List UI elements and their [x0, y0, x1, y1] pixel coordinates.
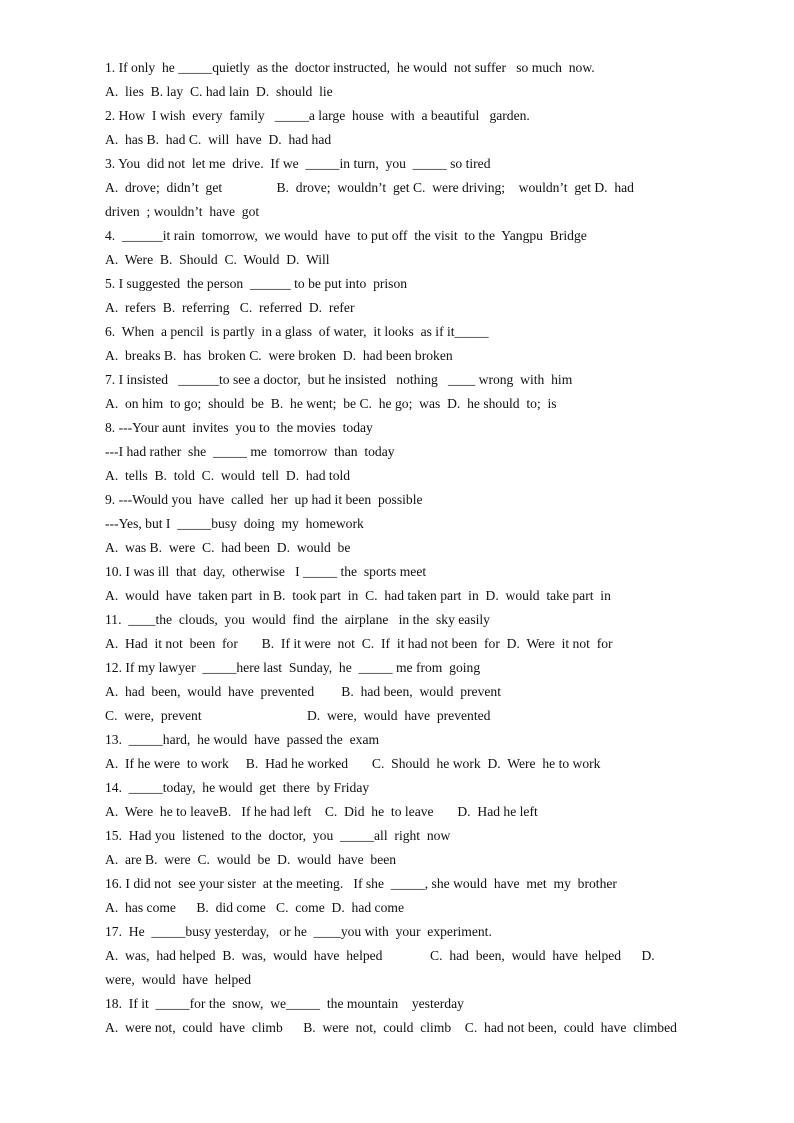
- question-stem: 5. I suggested the person ______ to be put into prison: [105, 276, 408, 291]
- question-stem: 14. _____today, he would get there by Friday: [105, 780, 370, 795]
- answer-options: A. on him to go; should be B. he went; be C. he go; was D. he should to; is: [105, 396, 557, 411]
- question-list: [105, 56, 720, 1040]
- answer-options: A. has come B. did come C. come D. had come: [105, 900, 404, 915]
- answer-options: A. drove; didn’t get B. drove; wouldn’t get C. were driving; wouldn’t get D. had: [105, 180, 634, 195]
- dialogue-line: ---I had rather she _____ me tomorrow than today: [105, 444, 395, 459]
- answer-options: A. Were he to leaveB. If he had left C. Did he to leave D. Had he left: [105, 804, 538, 819]
- continuation-line: were, would have helped: [105, 972, 252, 987]
- question-stem: 1. If only he _____quietly as the doctor instructed, he would not suffer so much now.: [105, 60, 595, 75]
- question-stem: 12. If my lawyer _____here last Sunday, he _____ me from going: [105, 660, 481, 675]
- answer-options: A. was, had helped B. was, would have helped C. had been, would have helped D.: [105, 948, 655, 963]
- continuation-line: driven ; wouldn’t have got: [105, 204, 260, 219]
- question-stem: 16. I did not see your sister at the meeting. If she _____, she would have met my brother: [105, 876, 617, 891]
- question-stem: 7. I insisted ______to see a doctor, but he insisted nothing ____ wrong with him: [105, 372, 573, 387]
- answer-options: A. refers B. referring C. referred D. refer: [105, 300, 355, 315]
- question-stem: 18. If it _____for the snow, we_____ the mountain yesterday: [105, 996, 464, 1011]
- question-stem: 13. _____hard, he would have passed the exam: [105, 732, 380, 747]
- question-stem: 6. When a pencil is partly in a glass of water, it looks as if it_____: [105, 324, 489, 339]
- answer-options: A. tells B. told C. would tell D. had told: [105, 468, 351, 483]
- answer-options: A. were not, could have climb B. were not, could climb C. had not been, could have climbed: [105, 1020, 677, 1035]
- answer-options: A. breaks B. has broken C. were broken D. had been broken: [105, 348, 453, 363]
- answer-options: A. has B. had C. will have D. had had: [105, 132, 332, 147]
- answer-options: A. If he were to work B. Had he worked C. Should he work D. Were he to work: [105, 756, 601, 771]
- answer-options: A. was B. were C. had been D. would be: [105, 540, 351, 555]
- answer-options: A. are B. were C. would be D. would have been: [105, 852, 397, 867]
- answer-options: A. lies B. lay C. had lain D. should lie: [105, 84, 333, 99]
- question-stem: 3. You did not let me drive. If we _____in turn, you _____ so tired: [105, 156, 491, 171]
- question-stem: 9. ---Would you have called her up had it been possible: [105, 492, 423, 507]
- answer-options: A. would have taken part in B. took part in C. had taken part in D. would take part in: [105, 588, 611, 603]
- question-stem: 2. How I wish every family _____a large house with a beautiful garden.: [105, 108, 530, 123]
- question-stem: 17. He _____busy yesterday, or he ____you with your experiment.: [105, 924, 492, 939]
- dialogue-line: ---Yes, but I _____busy doing my homework: [105, 516, 364, 531]
- question-stem: 4. ______it rain tomorrow, we would have to put off the visit to the Yangpu Bridge: [105, 228, 587, 243]
- answer-options: A. Had it not been for B. If it were not C. If it had not been for D. Were it not for: [105, 636, 613, 651]
- answer-options: A. Were B. Should C. Would D. Will: [105, 252, 330, 267]
- question-stem: 11. ____the clouds, you would find the airplane in the sky easily: [105, 612, 490, 627]
- answer-options: A. had been, would have prevented B. had been, would prevent: [105, 684, 501, 699]
- question-stem: 15. Had you listened to the doctor, you _____all right now: [105, 828, 451, 843]
- question-stem: 10. I was ill that day, otherwise I _____ the sports meet: [105, 564, 427, 579]
- continuation-line: C. were, prevent D. were, would have prevented: [105, 708, 491, 723]
- question-stem: 8. ---Your aunt invites you to the movies today: [105, 420, 373, 435]
